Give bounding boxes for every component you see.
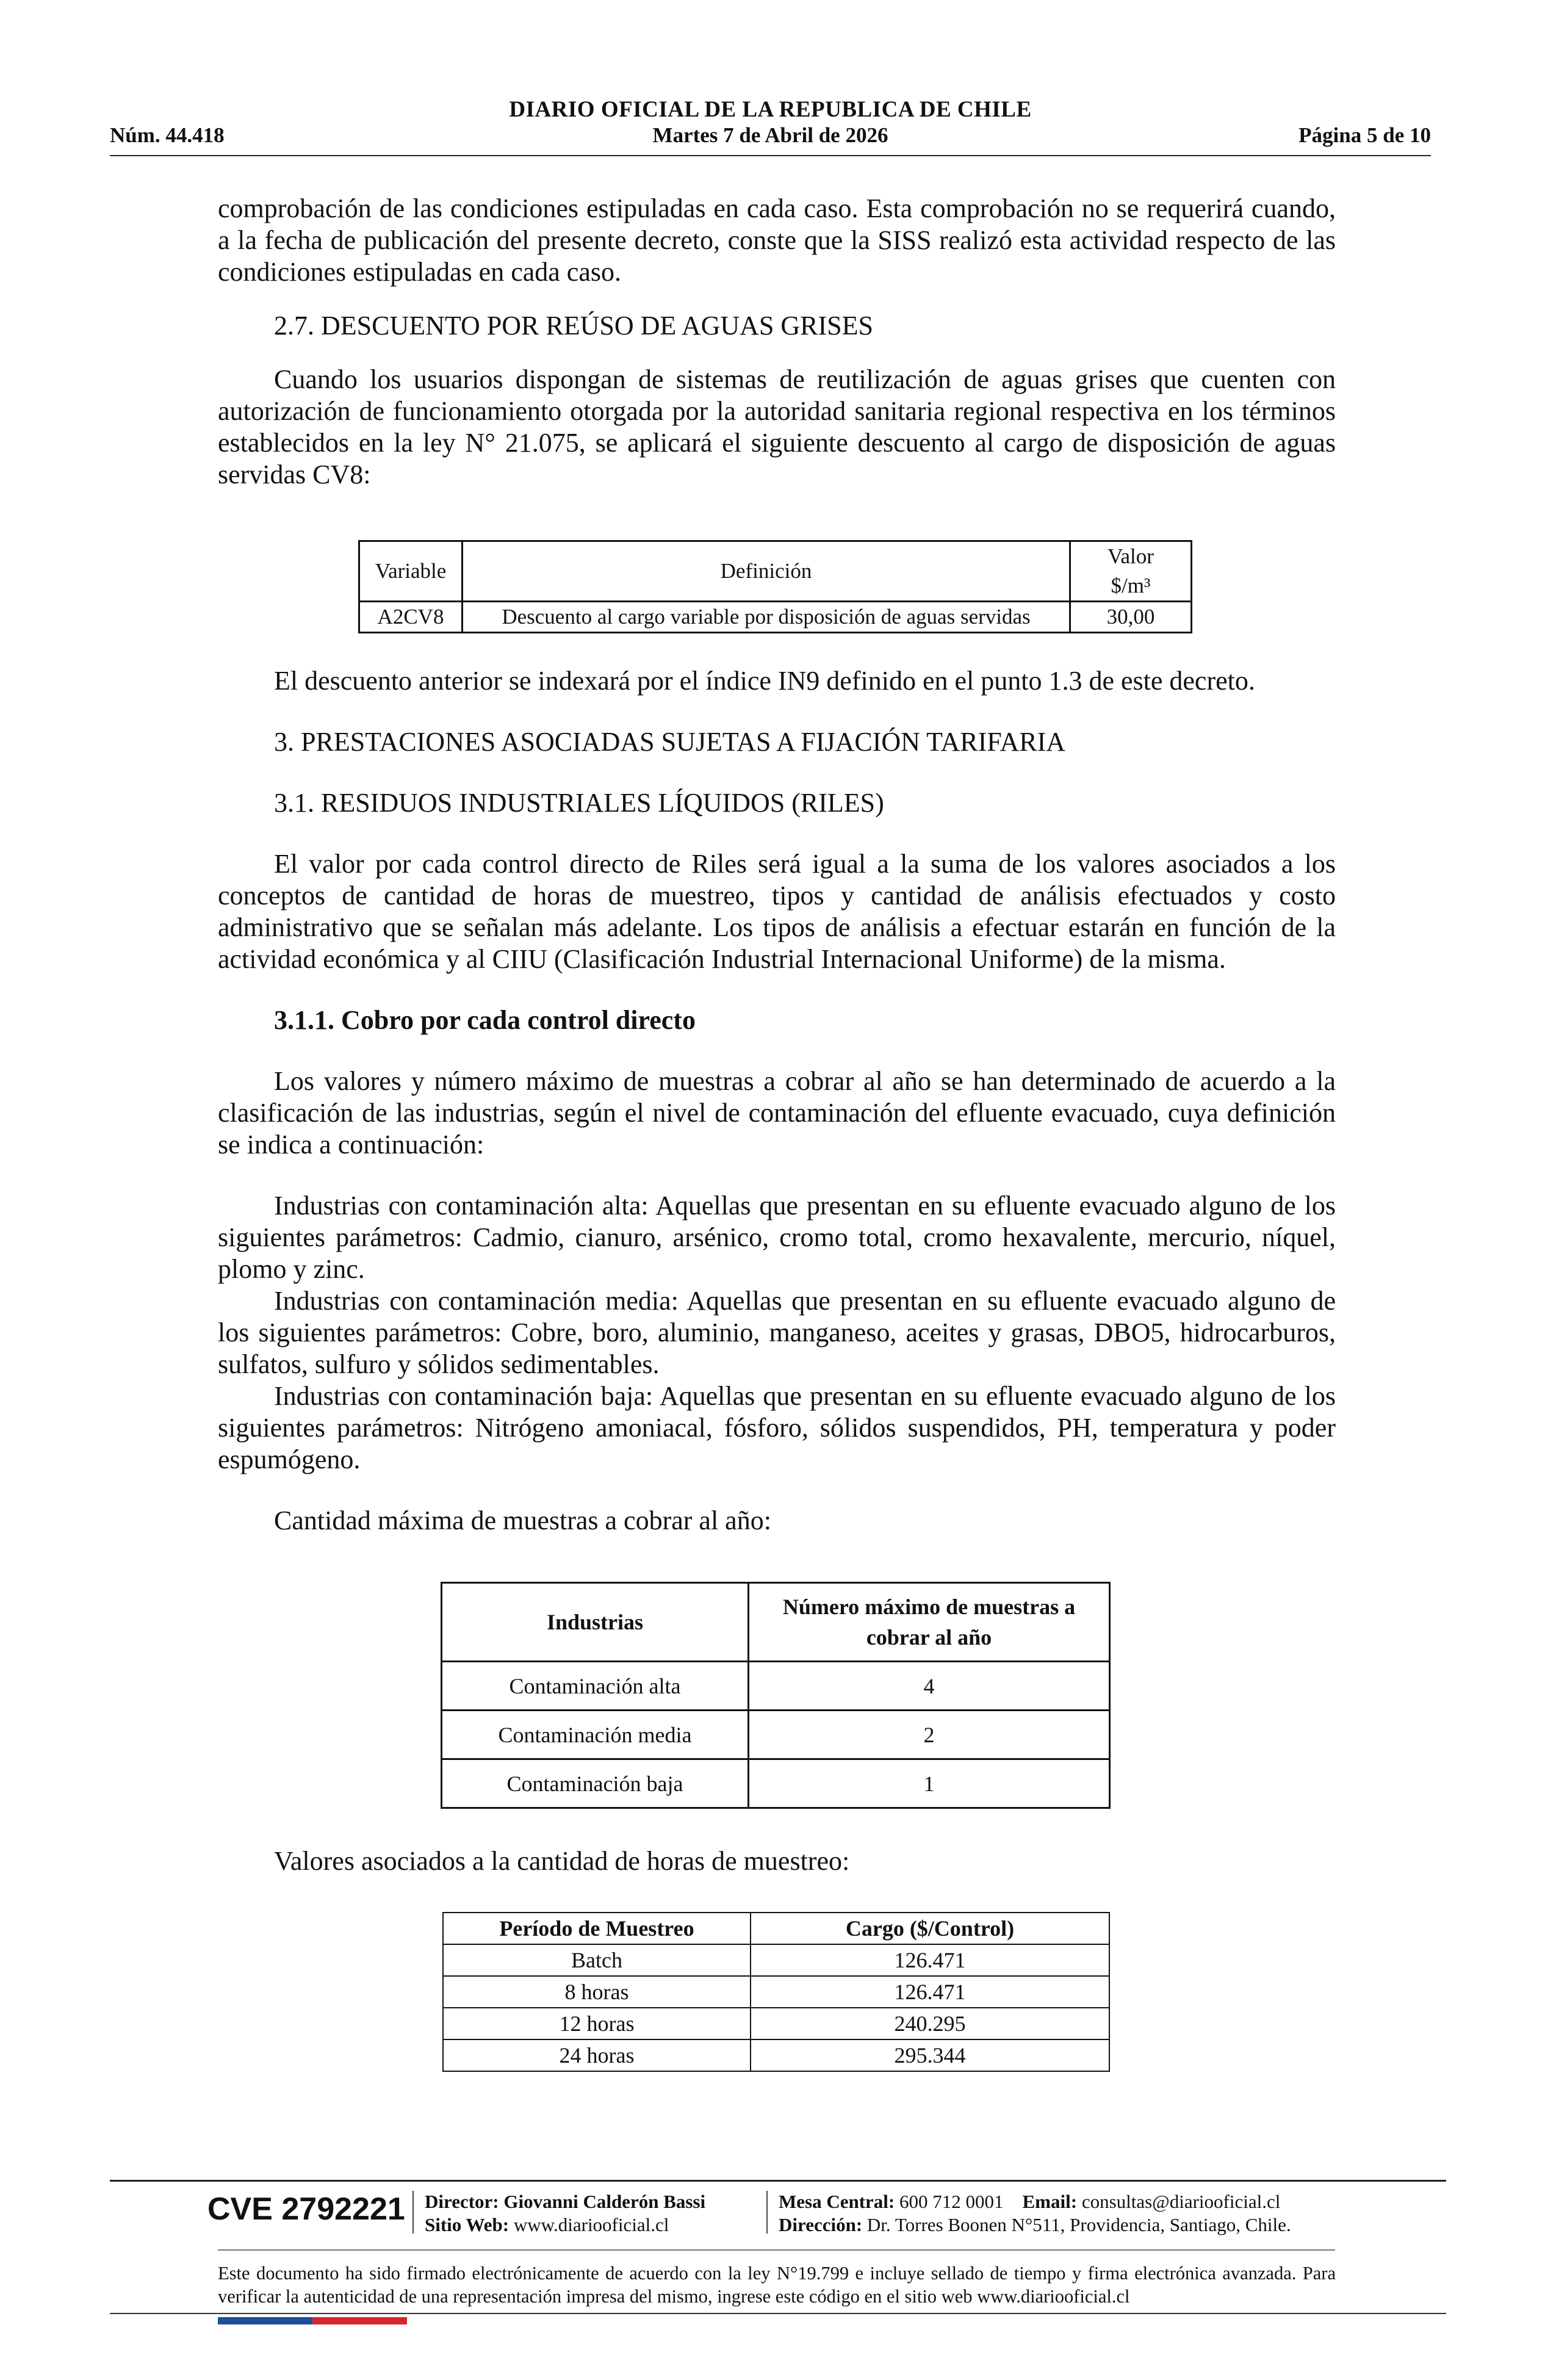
table-row	[443, 2039, 1109, 2071]
table-row	[442, 1711, 1110, 1759]
footer-divider	[766, 2191, 768, 2234]
heading-3: 3. PRESTACIONES ASOCIADAS SUJETAS A FIJACIÓN TARIFARIA	[274, 727, 1066, 757]
heading-2-7: 2.7. DESCUENTO POR REÚSO DE AGUAS GRISES	[274, 311, 873, 341]
table-row	[443, 1944, 1109, 1976]
cell-period: Batch	[443, 1944, 751, 1976]
footer-rule	[110, 2180, 1446, 2182]
paragraph-media: Industrias con contaminación media: Aquellas que presentan en su efluente evacuado alguno de los siguientes parámetros: Cobre, boro, aluminio, manganeso, aceites y grasas, DBO5, hidrocarburos, sulfatos, sulfuro y sólidos sedimentables.	[218, 1286, 1336, 1379]
site-label: Sitio Web:	[425, 2214, 510, 2235]
header-rule	[110, 155, 1431, 156]
journal-title: DIARIO OFICIAL DE LA REPUBLICA DE CHILE	[509, 97, 1032, 122]
col-value-header: Valor	[1070, 541, 1192, 572]
footer-director-block	[425, 2190, 705, 2237]
discount-table	[358, 540, 1192, 633]
paragraph-intro: comprobación de las condiciones estipuladas en cada caso. Esta comprobación no se requerirá cuando, a la fecha de publicación del presente decreto, conste que la SISS realizó esta actividad respecto de las condiciones estipuladas en cada caso.	[218, 193, 1336, 287]
cell-industry: Contaminación baja	[442, 1759, 749, 1808]
page-header	[110, 92, 1431, 159]
cve-code: CVE 2792221	[207, 2191, 405, 2227]
cell-variable: A2CV8	[359, 602, 463, 633]
col-industries-header: Industrias	[442, 1583, 749, 1662]
col-variable-header: Variable	[359, 541, 463, 602]
hours-table	[442, 1912, 1110, 2072]
paragraph-baja: Industrias con contaminación baja: Aquellas que presentan en su efluente evacuado alguno de los siguientes parámetros: Nitrógeno amoniacal, fósforo, sólidos suspendidos, PH, temperatura y poder espumógeno.	[218, 1381, 1336, 1474]
table-row	[443, 1976, 1109, 2008]
document-body-3	[218, 1845, 1336, 1877]
cell-max: 1	[749, 1759, 1110, 1808]
cell-period: 12 horas	[443, 2008, 751, 2039]
address-text: Dr. Torres Boonen N°511, Providencia, Santiago, Chile.	[866, 2214, 1291, 2235]
cell-charge: 126.471	[751, 1976, 1109, 2008]
paragraph-max-samples: Cantidad máxima de muestras a cobrar al año:	[274, 1506, 771, 1535]
cell-max: 4	[749, 1662, 1110, 1711]
document-body	[218, 193, 1336, 491]
director-label: Director:	[425, 2191, 499, 2212]
phone-label: Mesa Central:	[779, 2191, 895, 2212]
cell-industry: Contaminación media	[442, 1711, 749, 1759]
flag-blue	[218, 2317, 312, 2324]
issue-date: Martes 7 de Abril de 2026	[652, 123, 888, 147]
paragraph-3-1: El valor por cada control directo de Riles será igual a la suma de los valores asociados a los conceptos de cantidad de horas de muestreo, tipos y cantidad de análisis efectuados y costo administrativo que se señalan más adelante. Los tipos de análisis a efectuar estarán en función de la actividad económica y al CIIU (Clasificación Industrial Internacional Uniforme) de la misma.	[218, 849, 1336, 974]
cell-charge: 240.295	[751, 2008, 1109, 2039]
page-number: Página 5 de 10	[1298, 123, 1431, 147]
samples-table	[441, 1582, 1111, 1809]
table-row	[442, 1759, 1110, 1808]
director-name: Giovanni Calderón Bassi	[503, 2191, 706, 2212]
paragraph-3-1-1: Los valores y número máximo de muestras a cobrar al año se han determinado de acuerdo a la clasificación de las industrias, según el nivel de contaminación del efluente evacuado, cuya definición se indica a continuación:	[218, 1066, 1336, 1159]
cell-definition: Descuento al cargo variable por disposición de aguas servidas	[463, 602, 1070, 633]
cell-value: 30,00	[1070, 602, 1192, 633]
cell-period: 8 horas	[443, 1976, 751, 2008]
address-label: Dirección:	[779, 2214, 863, 2235]
paragraph-alta: Industrias con contaminación alta: Aquellas que presentan en su efluente evacuado alguno de los siguientes parámetros: Cadmio, cianuro, arsénico, cromo total, cromo hexavalente, mercurio, níquel, plomo y zinc.	[218, 1191, 1336, 1284]
heading-3-1: 3.1. RESIDUOS INDUSTRIALES LÍQUIDOS (RILES)	[274, 788, 884, 818]
table-row	[442, 1662, 1110, 1711]
legal-notice: Este documento ha sido firmado electrónicamente de acuerdo con la ley N°19.799 e incluye sellado de tiempo y firma electrónica avanzada. Para verificar la autenticidad de una representación impresa del mismo, ingrese este código en el sitio web www.diariooficial.cl	[218, 2263, 1336, 2307]
cell-max: 2	[749, 1711, 1110, 1759]
cell-period: 24 horas	[443, 2039, 751, 2071]
heading-3-1-1: 3.1.1. Cobro por cada control directo	[274, 1005, 696, 1035]
site-link[interactable]: www.diariooficial.cl	[513, 2214, 669, 2235]
email-label: Email:	[1022, 2191, 1078, 2212]
cell-charge: 126.471	[751, 1944, 1109, 1976]
footer-rule-thin	[218, 2249, 1335, 2251]
paragraph-2-7: Cuando los usuarios dispongan de sistemas de reutilización de aguas grises que cuenten con autorización de funcionamiento otorgada por la autoridad sanitaria regional respectiva en los términos establecidos en la ley N° 21.075, se aplicará el siguiente descuento al cargo de disposición de aguas servidas CV8:	[218, 364, 1336, 489]
table-row	[443, 2008, 1109, 2039]
col-period-header: Período de Muestreo	[443, 1913, 751, 1944]
paragraph-hours: Valores asociados a la cantidad de horas de muestreo:	[274, 1846, 850, 1876]
flag-stripe	[218, 2317, 407, 2324]
footer-divider	[412, 2191, 414, 2234]
cell-charge: 295.344	[751, 2039, 1109, 2071]
paragraph-index: El descuento anterior se indexará por el índice IN9 definido en el punto 1.3 de este decreto.	[274, 666, 1255, 696]
col-definition-header: Definición	[463, 541, 1070, 602]
flag-red	[312, 2317, 407, 2324]
footer-contact-block	[779, 2190, 1291, 2237]
footer-bottom-rule	[110, 2313, 1446, 2314]
issue-number: Núm. 44.418	[110, 123, 225, 147]
email-link[interactable]: consultas@diariooficial.cl	[1081, 2191, 1281, 2212]
cell-industry: Contaminación alta	[442, 1662, 749, 1711]
col-value-unit: $/m³	[1070, 571, 1192, 602]
col-max-samples-header: Número máximo de muestras a cobrar al año	[749, 1583, 1110, 1662]
phone-number: 600 712 0001	[899, 2191, 1004, 2212]
document-body-2	[218, 665, 1336, 1537]
col-charge-header: Cargo ($/Control)	[751, 1913, 1109, 1944]
